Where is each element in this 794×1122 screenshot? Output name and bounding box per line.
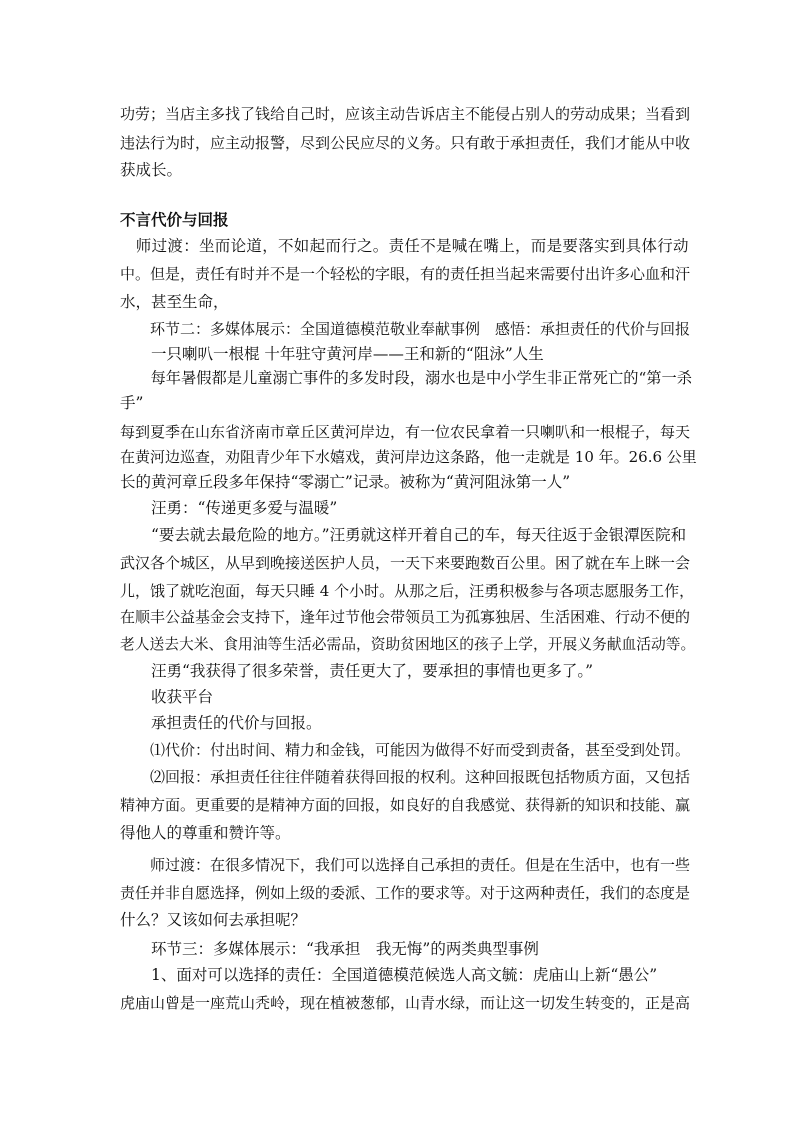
- paragraph-line: 每到夏季在山东省济南市章丘区黄河岸边，有一位农民拿着一只喇叭和一根棍子，每天: [120, 423, 691, 441]
- paragraph-line: 汪勇：“传递更多爱与温暖”: [120, 499, 338, 517]
- paragraph-line: 手”: [120, 394, 144, 412]
- section-heading: 不言代价与回报: [120, 211, 229, 229]
- paragraph-line: 汪勇“我获得了很多荣誉，责任更大了，要承担的事情也更多了。”: [120, 662, 594, 680]
- paragraph-line: ⑵回报：承担责任往往伴随着获得回报的权利。这种回报既包括物质方面，又包括: [120, 768, 691, 786]
- paragraph-line: 责任并非自愿选择，例如上级的委派、工作的要求等。对于这两种责任，我们的态度是: [120, 884, 691, 902]
- paragraph-line: 1、面对可以选择的责任：全国道德模范候选人高文毓：虎庙山上新“愚公”: [120, 966, 658, 984]
- paragraph-line: 一只喇叭一根棍 十年驻守黄河岸——王和新的“阻泳”人生: [120, 345, 544, 363]
- paragraph-line: 收获平台: [120, 688, 214, 706]
- paragraph-line: 师过渡：在很多情况下，我们可以选择自己承担的责任。但是在生活中，也有一些: [120, 856, 691, 874]
- paragraph-line: 在顺丰公益基金会支持下，逢年过节他会带领员工为孤寡独居、生活困难、行动不便的: [120, 608, 691, 626]
- paragraph-line: 精神方面。更重要的是精神方面的回报，如良好的自我感觉、获得新的知识和技能、赢: [120, 796, 691, 814]
- paragraph-line: 师过渡：坐而论道，不如起而行之。责任不是喊在嘴上，而是要落实到具体行动: [120, 237, 689, 255]
- paragraph-line: 环节三：多媒体展示：“我承担 我无悔”的两类典型事例: [120, 940, 539, 958]
- paragraph-line: 老人送去大米、食用油等生活必需品，资助贫困地区的孩子上学，开展义务献血活动等。: [120, 636, 696, 653]
- paragraph-line: 得他人的尊重和赞许等。: [120, 824, 291, 842]
- paragraph-line: 承担责任的代价与回报。: [120, 714, 322, 732]
- paragraph-line: 获成长。: [120, 161, 183, 179]
- paragraph-line: ⑴代价：付出时间、精力和金钱，可能因为做得不好而受到责备，甚至受到处罚。: [120, 741, 691, 759]
- paragraph-line: 中。但是，责任有时并不是一个轻松的字眼，有的责任担当起来需要付出许多心血和汗: [120, 265, 691, 283]
- paragraph-line: 水，甚至生命，: [120, 293, 229, 311]
- paragraph-line: 违法行为时，应主动报警，尽到公民应尽的义务。只有敢于承担责任，我们才能从中收: [120, 134, 691, 152]
- paragraph-line: 虎庙山曾是一座荒山秃岭，现在植被葱郁，山青水绿，而让这一切发生转变的，正是高: [120, 994, 691, 1012]
- paragraph-line: 在黄河边巡查，劝阻青少年下水嬉戏，黄河岸边这条路，他一走就是 10 年。26.6 公里: [120, 448, 697, 466]
- paragraph-line: “要去就去最危险的地方。”汪勇就这样开着自己的车，每天往返于金银潭医院和: [120, 526, 687, 544]
- paragraph-line: 儿，饿了就吃泡面，每天只睡 4 个小时。从那之后，汪勇积极参与各项志愿服务工作，: [120, 582, 695, 600]
- paragraph-line: 功劳；当店主多找了钱给自己时，应该主动告诉店主不能侵占别人的劳动成果；当看到: [120, 105, 691, 123]
- paragraph-line: 什么？又该如何去承担呢？: [120, 911, 307, 929]
- paragraph-line: 每年暑假都是儿童溺亡事件的多发时段，溺水也是中小学生非正常死亡的“第一杀: [120, 369, 693, 387]
- paragraph-line: 环节二：多媒体展示：全国道德模范敬业奉献事例 感悟：承担责任的代价与回报: [120, 320, 691, 338]
- paragraph-line: 武汉各个城区，从早到晚接送医护人员，一天下来要跑数百公里。困了就在车上眯一会: [120, 554, 691, 572]
- paragraph-line: 长的黄河章丘段多年保持“零溺亡”记录。被称为“黄河阻泳第一人”: [120, 473, 571, 491]
